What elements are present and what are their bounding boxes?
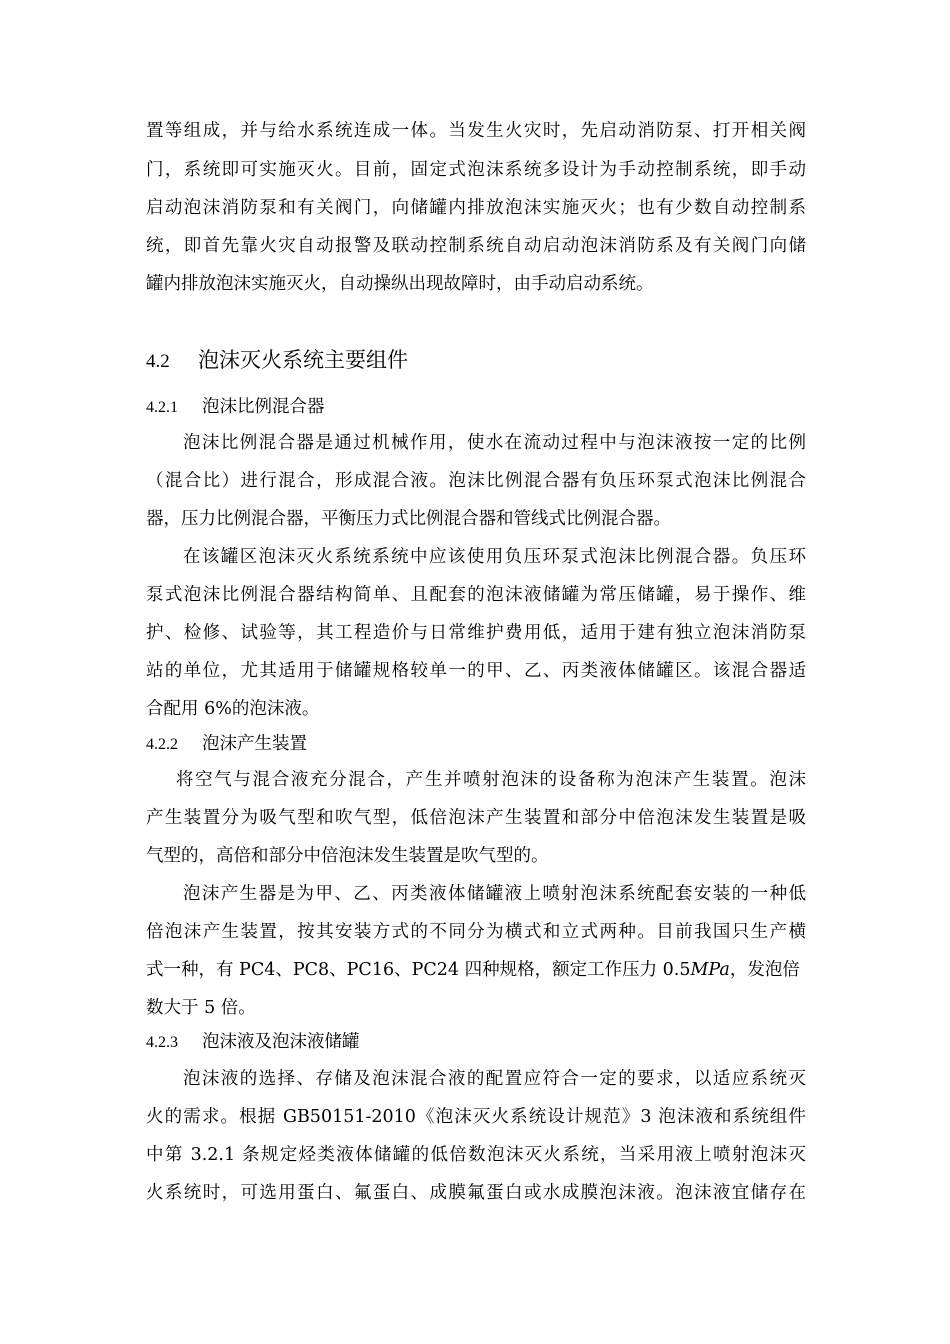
p421-1-line-2: （混合比）进行混合，形成混合液。泡沫比例混合器有负压环泵式泡沫比例混合 — [146, 471, 806, 491]
section-number: 4.2 — [146, 351, 170, 372]
section-title: 泡沫灭火系统主要组件 — [198, 348, 408, 372]
p422-2-line-3 — [146, 953, 806, 987]
p422-2-line-4: 数大于 5 倍。 — [146, 998, 256, 1018]
p423-1-line-2: 火的需求。根据 GB50151-2010《泡沫灭火系统设计规范》3 泡沫液和系统组件 — [146, 1107, 806, 1127]
subsection-heading-4-2-1 — [146, 392, 325, 423]
p421-1-line-3: 器，压力比例混合器，平衡压力式比例混合器和管线式比例混合器。 — [146, 509, 671, 529]
p423-1-line-3: 中第 3.2.1 条规定烃类液体储罐的低倍数泡沫灭火系统，当采用液上喷射泡沫灭 — [146, 1145, 806, 1165]
subsection-title: 泡沫产生装置 — [202, 734, 307, 754]
p422-1-line-1: 将空气与混合液充分混合，产生并喷射泡沫的设备称为泡沫产生装置。泡沫 — [176, 770, 806, 790]
p422-2-line-2: 倍泡沫产生装置，按其安装方式的不同分为横式和立式两种。目前我国只生产横 — [146, 922, 806, 942]
p422-2-line-3-text — [146, 953, 800, 987]
intro-line-3: 启动泡沫消防泵和有关阀门，向储罐内排放泡沫实施灭火；也有少数自动控制系 — [146, 198, 806, 218]
p422-2-line-3-after: ，发泡倍 — [729, 960, 800, 980]
subsection-title: 泡沫液及泡沫液储罐 — [202, 1032, 360, 1052]
pressure-unit: MPa — [690, 960, 730, 980]
intro-line-5: 罐内排放泡沫实施灭火，自动操纵出现故障时，由手动启动系统。 — [146, 274, 654, 294]
p421-2-line-3: 护、检修、试验等，其工程造价与日常维护费用低，适用于建有独立泡沫消防泵 — [146, 623, 806, 643]
p421-2-line-4: 站的单位，尤其适用于储罐规格较单一的甲、乙、丙类液体储罐区。该混合器适 — [146, 661, 806, 681]
p421-2-line-5: 合配用 6%的泡沫液。 — [146, 699, 320, 719]
intro-line-4: 统，即首先靠火灾自动报警及联动控制系统自动启动泡沫消防系及有关阀门向储 — [146, 236, 806, 256]
subsection-heading-4-2-3 — [146, 1027, 360, 1058]
p422-2-line-1: 泡沫产生器是为甲、乙、丙类液体储罐液上喷射泡沫系统配套安装的一种低 — [183, 884, 806, 904]
p423-1-line-4: 火系统时，可选用蛋白、氟蛋白、成膜氟蛋白或水成膜泡沫液。泡沫液宜储存在 — [146, 1183, 806, 1203]
section-heading-4-2 — [146, 345, 408, 377]
subsection-number: 4.2.3 — [146, 1034, 178, 1051]
subsection-number: 4.2.1 — [146, 399, 178, 416]
intro-line-2: 门，系统即可实施灭火。目前，固定式泡沫系统多设计为手动控制系统，即手动 — [146, 160, 806, 180]
p422-1-line-2: 产生装置分为吸气型和吹气型，低倍泡沫产生装置和部分中倍泡沫发生装置是吸 — [146, 808, 806, 828]
subsection-heading-4-2-2 — [146, 729, 307, 760]
p423-1-line-1: 泡沫液的选择、存储及泡沫混合液的配置应符合一定的要求，以适应系统灭 — [183, 1069, 806, 1089]
subsection-title: 泡沫比例混合器 — [202, 397, 325, 417]
subsection-number: 4.2.2 — [146, 736, 178, 753]
p421-2-line-1: 在该罐区泡沫灭火系统系统中应该使用负压环泵式泡沫比例混合器。负压环 — [183, 547, 806, 567]
intro-line-1: 置等组成，并与给水系统连成一体。当发生火灾时，先启动消防泵、打开相关阀 — [146, 121, 806, 141]
p421-2-line-2: 泵式泡沫比例混合器结构简单、且配套的泡沫液储罐为常压储罐，易于操作、维 — [146, 585, 806, 605]
p422-1-line-3: 气型的，高倍和部分中倍泡沫发生装置是吹气型的。 — [146, 846, 549, 866]
p421-1-line-1: 泡沫比例混合器是通过机械作用，使水在流动过程中与泡沫液按一定的比例 — [183, 433, 806, 453]
p422-2-line-3-before: 式一种，有 PC4、PC8、PC16、PC24 四种规格，额定工作压力 0.5 — [146, 960, 691, 980]
